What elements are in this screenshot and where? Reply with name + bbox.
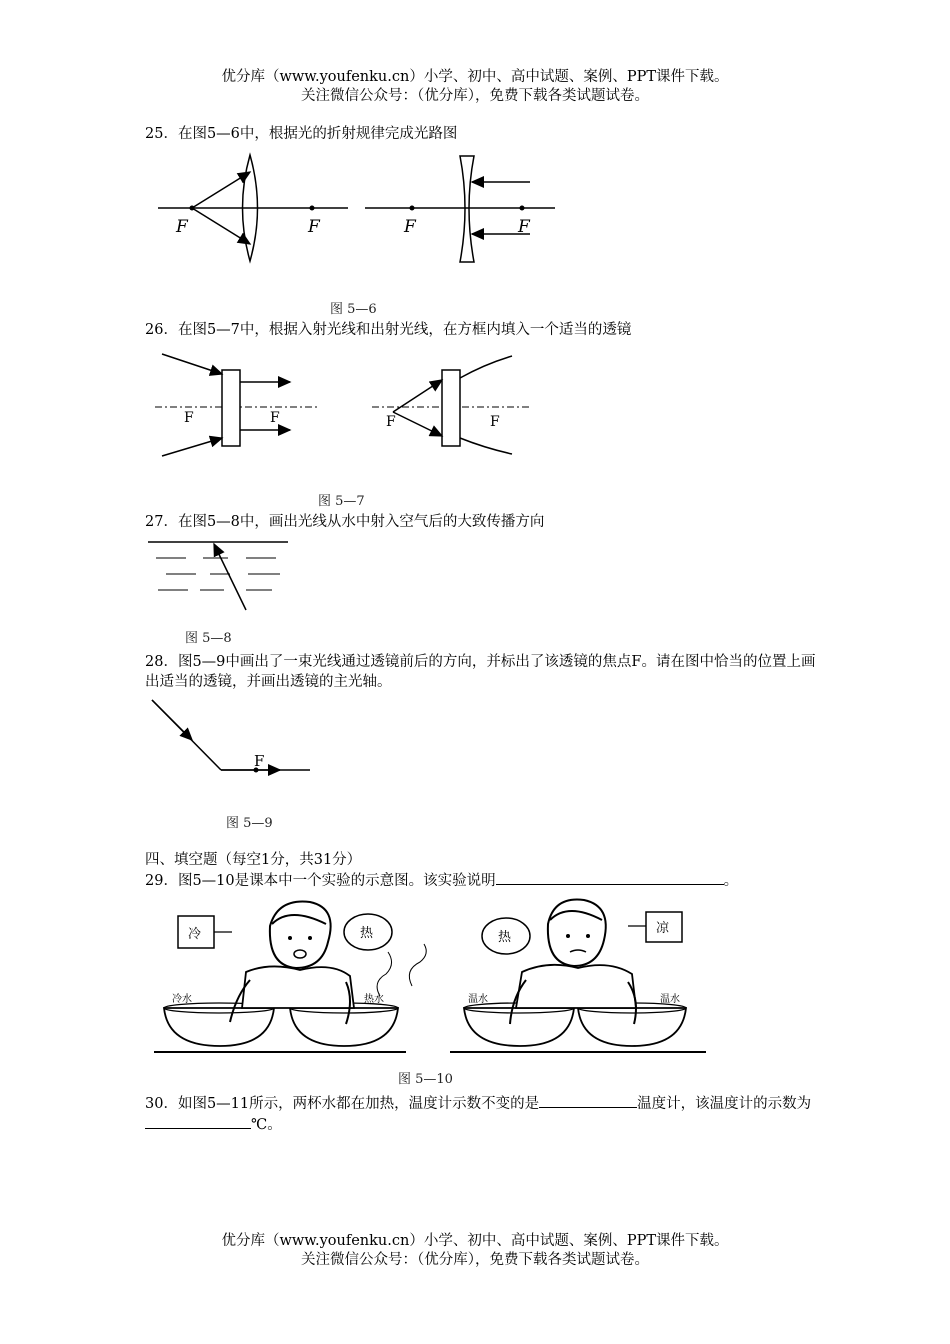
figure-5-6	[150, 150, 570, 290]
fig57-f-3: F	[386, 414, 396, 430]
caption-5-6: 图 5—6	[330, 302, 377, 317]
question-30-text-a: 30．如图5—11所示，两杯水都在加热，温度计示数不变的是	[145, 1096, 540, 1112]
fig56-f-right: F	[308, 217, 320, 237]
section-4-title: 四、填空题（每空1分，共31分）	[145, 852, 362, 868]
answer-blank-30a[interactable]	[539, 1093, 637, 1108]
footer-line-2: 关注微信公众号：（优分库），免费下载各类试题试卷。	[301, 1252, 649, 1268]
question-30-text-b: 温度计，该温度计的示数为	[637, 1096, 812, 1112]
caption-5-10: 图 5—10	[398, 1072, 453, 1087]
question-29-end: 。	[723, 873, 739, 889]
bubble-hot-left: 热	[360, 926, 374, 941]
label-warm-water-right: 温水	[660, 994, 680, 1005]
label-warm-water-left: 温水	[468, 994, 488, 1005]
question-30	[145, 1093, 825, 1135]
fig56-f-left: F	[176, 217, 188, 237]
figure-5-9	[148, 694, 318, 784]
caption-5-8: 图 5—8	[185, 631, 232, 646]
bubble-cool: 凉	[656, 921, 670, 936]
question-25: 25．在图5—6中，根据光的折射规律完成光路图	[145, 126, 458, 142]
question-26: 26．在图5—7中，根据入射光线和出射光线，在方框内填入一个适当的透镜	[145, 322, 632, 338]
fig56-f-right2: F	[518, 217, 530, 237]
caption-5-9: 图 5—9	[226, 816, 273, 831]
figure-5-7	[150, 350, 540, 470]
fig57-f-1: F	[184, 410, 194, 426]
header-line-2: 关注微信公众号：（优分库），免费下载各类试题试卷。	[301, 88, 649, 104]
bubble-cold: 冷	[188, 927, 202, 942]
footer-line-1: 优分库（www.youfenku.cn）小学、初中、高中试题、案例、PPT课件下载。	[221, 1233, 729, 1249]
header-line-1: 优分库（www.youfenku.cn）小学、初中、高中试题、案例、PPT课件下载。	[221, 69, 729, 85]
question-28: 28．图5—9中画出了一束光线通过透镜前后的方向，并标出了该透镜的焦点F。请在图中恰当的位置上画出适当的透镜，并画出透镜的主光轴。	[145, 654, 816, 690]
answer-blank-30b[interactable]	[145, 1114, 251, 1129]
fig57-f-4: F	[490, 414, 500, 430]
question-27: 27．在图5—8中，画出光线从水中射入空气后的大致传播方向	[145, 514, 545, 530]
label-hot-water: 热水	[364, 994, 384, 1005]
figure-5-10	[150, 896, 710, 1071]
fig57-f-2: F	[270, 410, 280, 426]
caption-5-7: 图 5—7	[318, 494, 365, 509]
bubble-hot-right: 热	[498, 930, 512, 945]
question-29-text: 29．图5—10是课本中一个实验的示意图。该实验说明	[145, 873, 496, 889]
question-29	[145, 870, 825, 891]
fig59-f: F	[254, 752, 265, 770]
figure-5-8	[148, 538, 308, 618]
label-cold-water: 冷水	[172, 994, 192, 1005]
fig56-f-left2: F	[404, 217, 416, 237]
answer-blank-29[interactable]	[496, 870, 724, 885]
question-30-text-c: ℃。	[251, 1117, 282, 1133]
